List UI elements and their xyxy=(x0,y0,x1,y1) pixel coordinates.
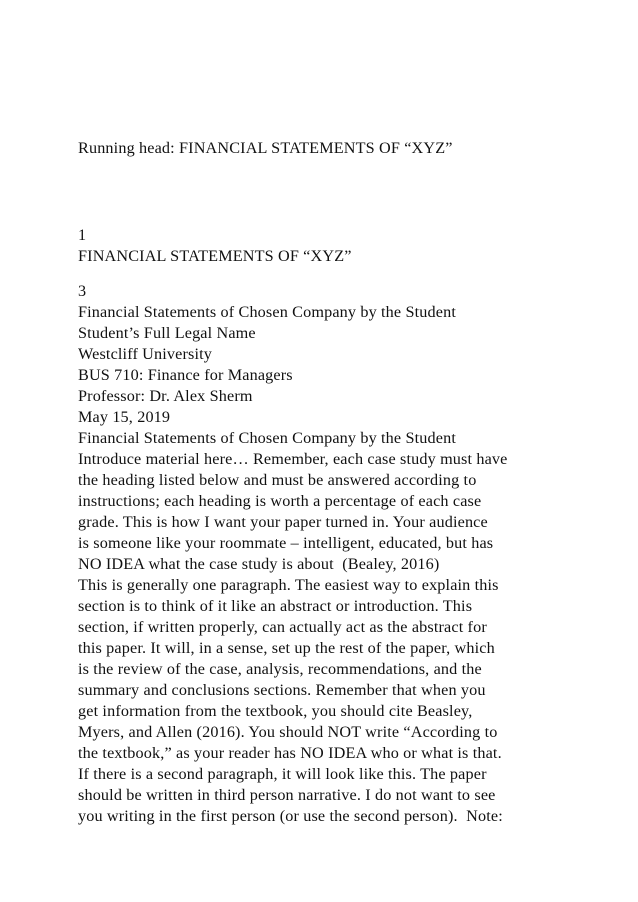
professor: Professor: Dr. Alex Sherm xyxy=(78,387,253,405)
paragraph-line: get information from the textbook, you should cite Beasley, xyxy=(78,702,473,720)
paragraph-line: is the review of the case, analysis, recommendations, and the xyxy=(78,660,482,678)
paragraph-line: is someone like your roommate – intelligent, educated, but has xyxy=(78,534,494,552)
paragraph-line: Myers, and Allen (2016). You should NOT write “According to xyxy=(78,723,498,741)
paragraph-line: the textbook,” as your reader has NO IDEA who or what is that. xyxy=(78,744,502,762)
paragraph-line: Introduce material here… Remember, each case study must have xyxy=(78,450,508,468)
section-title: Financial Statements of Chosen Company by the Student xyxy=(78,429,456,447)
paragraph-line: section is to think of it like an abstract or introduction. This xyxy=(78,597,473,615)
paragraph-line: instructions; each heading is worth a percentage of each case xyxy=(78,492,482,510)
author-name: Student’s Full Legal Name xyxy=(78,324,256,342)
paragraph-line: summary and conclusions sections. Remember that when you xyxy=(78,681,486,699)
course: BUS 710: Finance for Managers xyxy=(78,366,293,384)
date: May 15, 2019 xyxy=(78,408,171,426)
paragraph-line: should be written in third person narrative. I do not want to see xyxy=(78,786,496,804)
page-number-3: 3 xyxy=(78,282,87,300)
page-number-1: 1 xyxy=(78,226,87,244)
paragraph-line: the heading listed below and must be answered according to xyxy=(78,471,477,489)
paragraph-line: This is generally one paragraph. The easiest way to explain this xyxy=(78,576,499,594)
paragraph-line: you writing in the first person (or use the second person). Note: xyxy=(78,807,503,825)
running-head: Running head: FINANCIAL STATEMENTS OF “XYZ” xyxy=(78,139,453,157)
paragraph-line: If there is a second paragraph, it will look like this. The paper xyxy=(78,765,487,783)
paper-title: Financial Statements of Chosen Company by the Student xyxy=(78,303,456,321)
paragraph-line: NO IDEA what the case study is about (Bealey, 2016) xyxy=(78,555,440,573)
paragraph-line: this paper. It will, in a sense, set up the rest of the paper, which xyxy=(78,639,495,657)
paragraph-line: section, if written properly, can actually act as the abstract for xyxy=(78,618,487,636)
page-header: FINANCIAL STATEMENTS OF “XYZ” xyxy=(78,247,352,265)
institution: Westcliff University xyxy=(78,345,213,363)
paragraph-line: grade. This is how I want your paper turned in. Your audience xyxy=(78,513,488,531)
